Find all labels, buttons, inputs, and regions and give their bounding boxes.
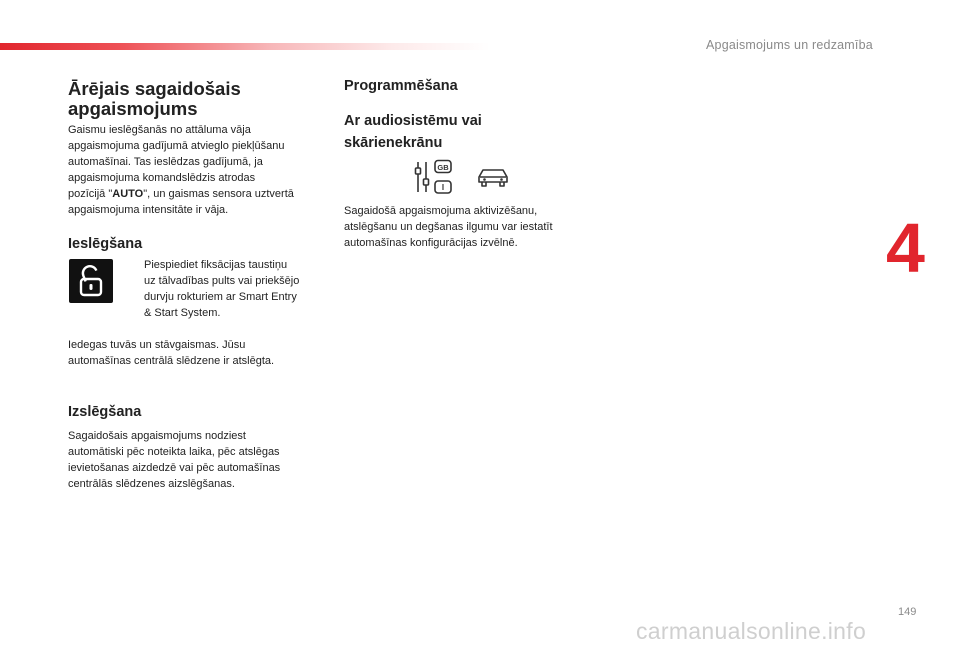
auto-keyword: AUTO	[112, 188, 144, 200]
section-heading-line1: Ārējais sagaidošais	[68, 78, 241, 99]
on-instruction-text: Piespiediet fiksācijas taustiņu uz tālvadības pults vai priekšējo durvju rokturiem ar Smart Entry & Start System.	[144, 259, 300, 319]
watermark: carmanualsonline.info	[636, 618, 867, 644]
section-heading	[68, 79, 328, 119]
programming-heading: Programmēšana	[344, 78, 458, 94]
page-number: 149	[898, 606, 917, 618]
unlock-padlock-icon	[76, 264, 106, 298]
header-accent-bar	[0, 43, 490, 50]
programming-paragraph: Sagaidošā apgaismojuma aktivizēšanu, atslēgšanu un degšanas ilgumu var iestatīt automašīnas konfigurācijas izvēlnē.	[344, 205, 553, 249]
settings-sliders-icon	[414, 159, 456, 195]
section-heading-line2: apgaismojums	[68, 98, 198, 119]
car-icon-wrap	[476, 165, 510, 194]
on-heading: Ieslēgšana	[68, 236, 143, 252]
svg-text:I: I	[441, 183, 445, 192]
car-icon	[476, 165, 510, 189]
off-heading: Izslēgšana	[68, 404, 142, 420]
on-instruction	[118, 257, 344, 321]
section-title: Apgaismojums un redzamība	[706, 38, 873, 52]
chapter-number: 4	[886, 209, 925, 287]
unlock-button-illustration	[69, 259, 113, 303]
programming-subheading: Ar audiosistēmu vai skārienekrānu	[344, 113, 482, 151]
settings-icon-wrap	[414, 159, 456, 200]
left-column	[68, 79, 328, 119]
arrow-bullet-icon	[118, 257, 144, 321]
intro-paragraph: Gaismu ieslēgšanās no attāluma vāja apgaismojuma gadījumā atvieglo piekļūšanu automašīnai. Tas ieslēdzas gadījumā, ja apgaismojuma komandslēdzis atrodas pozīcijā "AUTO", un gaismas sensora uztvertā apgaismojuma intensitāte ir vāja.	[68, 124, 294, 216]
svg-text:GB: GB	[437, 163, 449, 172]
off-paragraph: Sagaidošais apgaismojums nodziest automātiski pēc noteikta laika, pēc atslēgas ievietošanas aizdedzē vai pēc automašīnas centrālās slēdzenes aizslēgšanas.	[68, 430, 281, 490]
on-result-paragraph: Iedegas tuvās un stāvgaismas. Jūsu automašīnas centrālā slēdzene ir atslēgta.	[68, 339, 275, 367]
